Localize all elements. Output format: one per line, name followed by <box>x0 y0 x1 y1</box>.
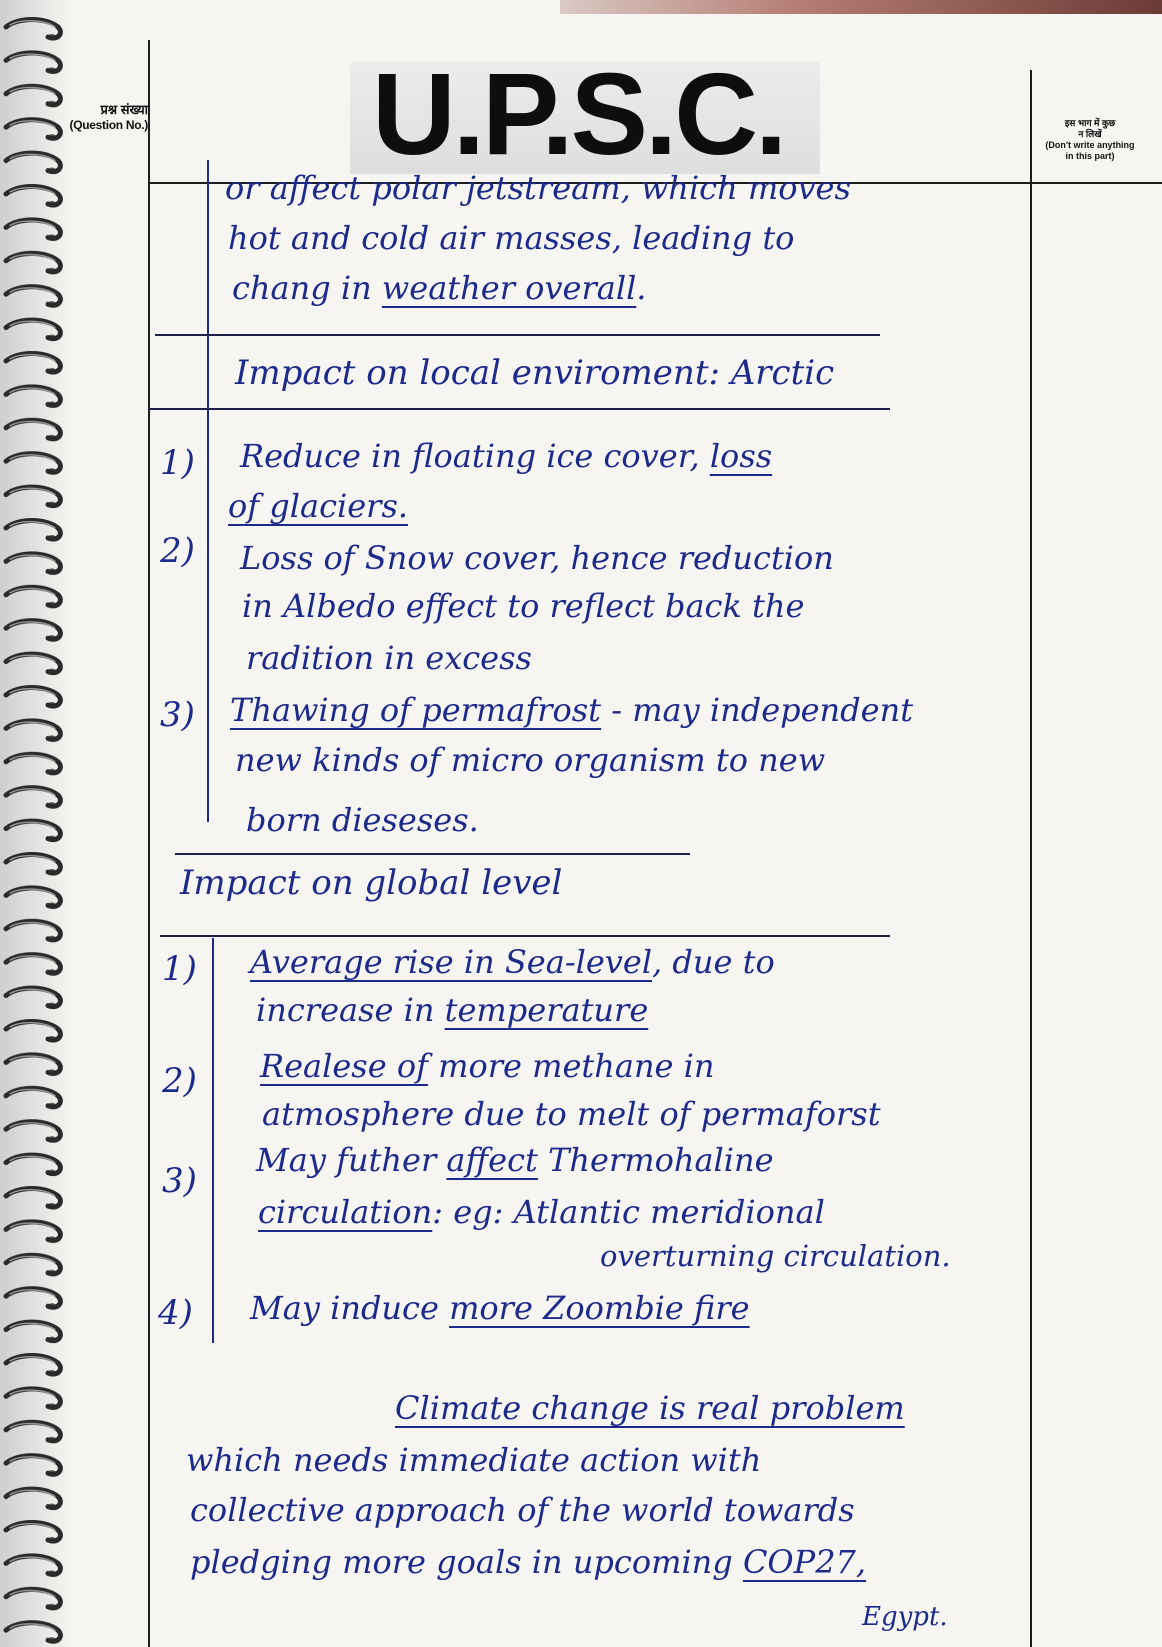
global-point-2-number: 2) <box>162 1061 197 1101</box>
margin-note-line-3: (Don't write anything <box>1045 140 1135 150</box>
global-point-3-text-2: Thermohaline <box>537 1141 774 1179</box>
global-impact-heading: Impact on global level <box>180 863 563 903</box>
intro-line-1: or affect polar jetstream, which moves <box>225 169 851 207</box>
conclusion-line-4-text: pledging more goals in upcoming <box>190 1543 743 1581</box>
local-point-3-line-3: born dieseses. <box>246 801 479 839</box>
section-rule-4 <box>160 935 890 937</box>
conclusion-line-5: Egypt. <box>862 1602 948 1632</box>
conclusion-line-4-underlined: COP27, <box>742 1543 867 1581</box>
question-number-hindi: प्रश्न संख्या <box>100 102 148 117</box>
global-point-3-text: May futher <box>256 1141 447 1179</box>
local-point-2-line-2: in Albedo effect to reflect back the <box>242 587 805 625</box>
global-point-3-number: 3) <box>162 1161 197 1201</box>
conclusion-line-4 <box>190 1543 867 1581</box>
local-point-1-number: 1) <box>160 443 195 483</box>
intro-line-2: hot and cold air masses, leading to <box>228 219 795 257</box>
section-rule-2 <box>148 408 890 410</box>
global-point-2-text: more methane in <box>427 1047 715 1085</box>
global-point-1-underlined-2: temperature <box>444 991 649 1029</box>
conclusion-line-1-underlined: Climate change is real problem <box>395 1389 905 1427</box>
local-point-2-number: 2) <box>160 531 195 571</box>
conclusion-line-1 <box>395 1389 905 1427</box>
global-point-1-line-2 <box>256 991 649 1029</box>
global-point-2-line-1 <box>260 1047 715 1085</box>
global-point-3-line-3: overturning circulation. <box>600 1239 951 1273</box>
intro-line-3-underlined: weather overall <box>381 269 637 307</box>
global-point-1-text: , due to <box>652 943 775 981</box>
points-column-line-local <box>207 160 209 822</box>
local-point-3-line-2: new kinds of micro organism to new <box>235 741 826 779</box>
global-point-3-line-1 <box>256 1141 774 1179</box>
local-point-3-text: - may independent <box>601 691 914 729</box>
conclusion-line-2: which needs immediate action with <box>186 1441 762 1479</box>
photo-top-edge <box>560 0 1162 14</box>
left-margin-line <box>148 40 150 1647</box>
global-point-1-underlined: Average rise in Sea-level <box>250 943 653 981</box>
local-point-1-text: Reduce in floating ice cover, <box>240 437 710 475</box>
global-point-2-line-2: atmosphere due to melt of permaforst <box>262 1095 881 1133</box>
local-point-3-number: 3) <box>160 695 195 735</box>
global-point-3-underlined: affect <box>446 1141 538 1179</box>
local-point-2-line-1: Loss of Snow cover, hence reduction <box>240 539 834 577</box>
global-point-4-underlined: more Zoombie fire <box>449 1289 750 1327</box>
margin-note-line-1: इस भाग में कुछ <box>1064 118 1116 128</box>
section-rule-1 <box>155 334 880 336</box>
local-point-1-underlined-2: of glaciers. <box>228 487 409 525</box>
global-point-1-number: 1) <box>162 949 197 989</box>
local-point-1-line-2 <box>228 487 409 525</box>
global-point-4-text: May induce <box>250 1289 450 1327</box>
spiral-binding <box>0 0 72 1647</box>
global-point-3-text-3: : eg: Atlantic meridional <box>432 1193 825 1231</box>
intro-line-3-text: chang in <box>232 269 382 307</box>
local-point-1-underlined: loss <box>709 437 773 475</box>
global-point-1-text-2: increase in <box>256 991 445 1029</box>
points-column-line-global <box>212 938 214 1343</box>
local-point-1-line-1 <box>240 437 773 475</box>
question-number-label <box>62 102 148 133</box>
global-point-1-line-1 <box>250 943 775 981</box>
right-margin-line <box>1030 70 1032 1647</box>
intro-line-3 <box>232 269 647 307</box>
global-point-3-underlined-2: circulation <box>258 1193 433 1231</box>
margin-note <box>1034 118 1146 162</box>
margin-note-line-4: in this part) <box>1065 151 1115 161</box>
global-point-4-line-1 <box>250 1289 750 1327</box>
page-title: U.P.S.C. <box>372 49 785 179</box>
local-point-2-line-3: radition in excess <box>246 639 532 677</box>
global-point-4-number: 4) <box>158 1293 193 1333</box>
intro-line-3-end: . <box>636 269 647 307</box>
local-point-3-line-1 <box>230 691 914 729</box>
global-point-3-line-2 <box>258 1193 825 1231</box>
local-point-3-underlined: Thawing of permafrost <box>230 691 602 729</box>
section-rule-3 <box>175 853 690 855</box>
conclusion-line-3: collective approach of the world towards <box>190 1491 855 1529</box>
global-point-2-underlined: Realese of <box>260 1047 428 1085</box>
local-impact-heading: Impact on local enviroment: Arctic <box>235 353 835 393</box>
question-number-english: (Question No.) <box>69 118 148 132</box>
margin-note-line-2: न लिखें <box>1078 129 1102 139</box>
